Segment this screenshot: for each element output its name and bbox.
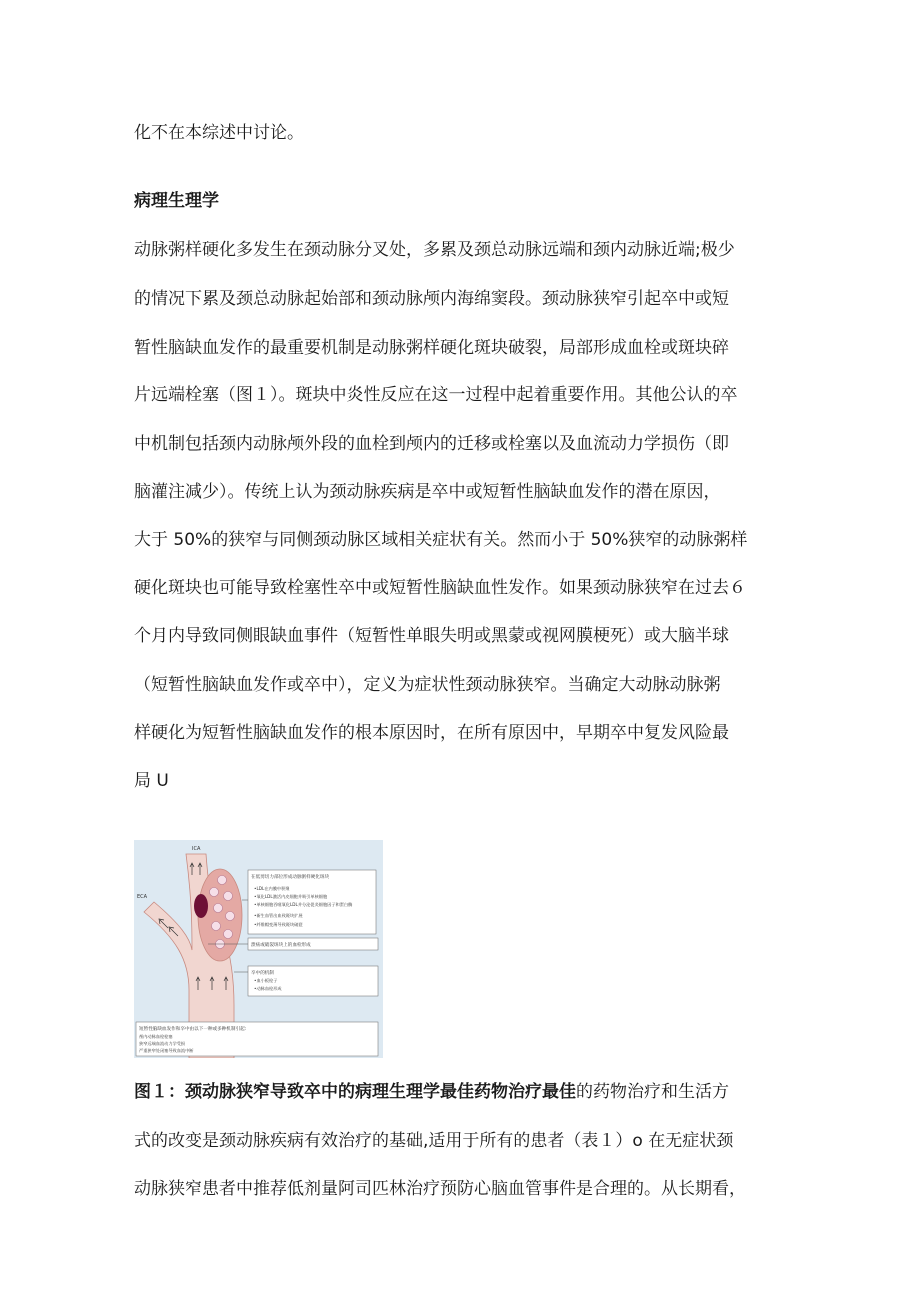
- bottom-box-item: 严重狭窄处闭塞导致血流中断: [139, 1048, 194, 1053]
- annotation-box-thrombus: [248, 938, 378, 950]
- plaque-cell: [210, 888, 219, 897]
- plaque-cell: [224, 892, 233, 901]
- paragraph-line: 片远端栓塞（图１）。斑块中炎性反应在这一过程中起着重要作用。其他公认的卒: [134, 385, 738, 405]
- plaque-cell: [212, 922, 221, 931]
- box1-item: •新生血管出血致斑块扩展: [254, 913, 303, 918]
- bottom-box-item: 狭窄远端血流动力学受损: [139, 1041, 186, 1046]
- intro-line: 化不在本综述中讨论。: [134, 123, 304, 143]
- paragraph-line: 个月内导致同侧眼缺血事件（短暂性单眼失明或黑蒙或视网膜梗死）或大脑半球: [134, 626, 729, 646]
- caption-label: 图１：: [134, 1082, 185, 1102]
- paragraph-line: 暂性脑缺血发作的最重要机制是动脉粥样硬化斑块破裂，局部形成血栓或斑块碎: [134, 338, 729, 358]
- box1-item: •纤维帽变薄导致斑块破裂: [254, 922, 303, 927]
- box1-item: •LDL在内膜中积聚: [254, 886, 290, 891]
- figure-carotid-pathophysiology: [134, 840, 383, 1058]
- box3-item: •动脉血栓形成: [254, 986, 282, 991]
- paragraph-line: 硬化斑块也可能导致栓塞性卒中或短暂性脑缺血性发作。如果颈动脉狭窄在过去６: [134, 578, 746, 598]
- plaque-cell: [218, 876, 227, 885]
- thrombus: [194, 894, 208, 918]
- box1-item: •氧化LDL激活内皮细胞并吸引单核细胞: [254, 894, 328, 899]
- paragraph-line: 样硬化为短暂性脑缺血发作的根本原因时，在所有原因中，早期卒中复发风险最: [134, 723, 729, 743]
- section-heading: 病理生理学: [134, 191, 219, 211]
- label-eca: ECA: [137, 894, 148, 900]
- paragraph-line: （短暂性脑缺血发作或卒中），定义为症状性颈动脉狭窄。当确定大动脉动脉粥: [134, 675, 721, 695]
- paragraph-line: 大于 50%的狭窄与同侧颈动脉区域相关症状有关。然而小于 50%狭窄的动脉粥样: [134, 530, 748, 550]
- label-ica: ICA: [192, 846, 201, 852]
- bottom-box-item: 颅内动脉血栓栓塞: [139, 1034, 173, 1039]
- paragraph-line: 中机制包括颈内动脉颅外段的血栓到颅内的迁移或栓塞以及血流动力学损伤（即: [134, 434, 729, 454]
- bottom-box-title: 短暂性脑缺血发作和卒中由以下一种或多种机制引起:: [139, 1027, 247, 1032]
- box1-title: 在低剪切力部位形成动脉粥样硬化斑块: [251, 875, 330, 880]
- annotation-box-plaque-formation: [248, 870, 376, 934]
- paragraph-line: 局 U: [134, 771, 169, 791]
- annotation-box-tia-mechanisms: [136, 1022, 378, 1056]
- paragraph-line: 的情况下累及颈总动脉起始部和颈动脉颅内海绵窦段。颈动脉狭窄引起卒中或短: [134, 289, 729, 309]
- paragraph-line: 式的改变是颈动脉疾病有效治疗的基础,适用于所有的患者（表１）o 在无症状颈: [134, 1131, 734, 1151]
- plaque-cell: [226, 912, 235, 921]
- caption-continuation: 的药物治疗和生活方: [576, 1082, 729, 1102]
- box3-title: 卒中的机制: [251, 971, 274, 976]
- annotation-box-stroke-mechanism: [248, 966, 378, 996]
- figure-caption: [134, 1081, 729, 1103]
- box3-item: •血小板栓子: [254, 978, 278, 983]
- paragraph-line: 脑灌注减少）。传统上认为颈动脉疾病是卒中或短暂性脑缺血发作的潜在原因，: [134, 482, 721, 502]
- paragraph-line: 动脉狭窄患者中推荐低剂量阿司匹林治疗预防心脑血管事件是合理的。从长期看，: [134, 1179, 746, 1199]
- plaque-cell: [214, 904, 223, 913]
- paragraph-line: 动脉粥样硬化多发生在颈动脉分叉处，多累及颈总动脉远端和颈内动脉近端;极少: [134, 240, 735, 260]
- box1-item: •单核细胞吞噬氧化LDL并分泌促炎细胞因子和蛋白酶: [254, 902, 353, 907]
- caption-title: 颈动脉狭窄导致卒中的病理生理学最佳药物治疗最佳: [185, 1082, 576, 1102]
- plaque-cell: [224, 930, 233, 939]
- box2-text: 溃疡或破裂斑块上的血栓形成: [251, 943, 311, 948]
